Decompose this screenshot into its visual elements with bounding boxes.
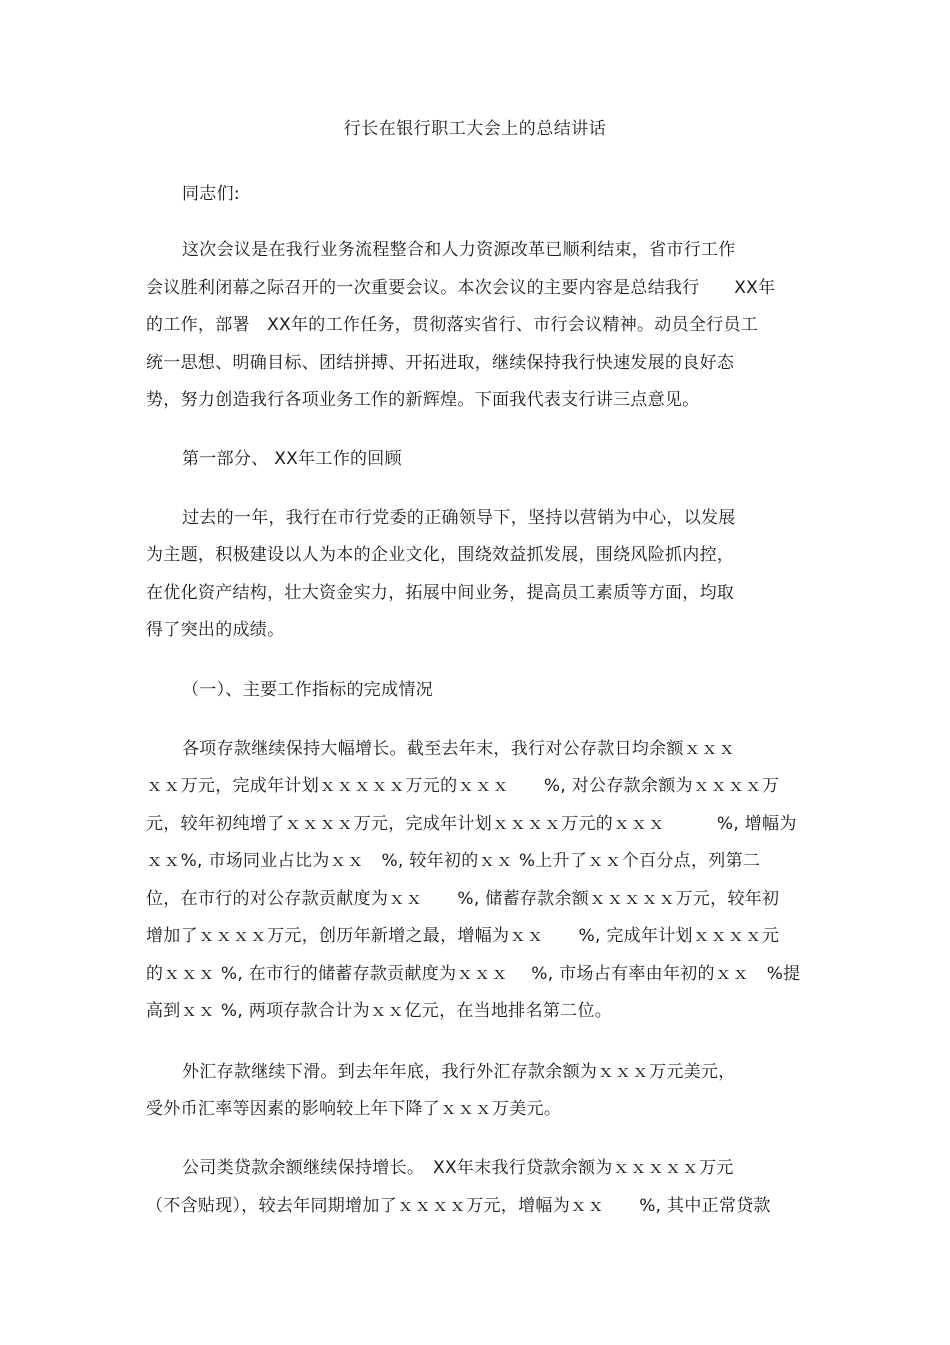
paragraph-2-line-4: 得了突出的成绩。 [146,620,285,640]
paragraph-5-line-1: 公司类贷款余额继续保持增长。 XX年末我行贷款余额为ｘｘｘｘｘ万元 [182,1158,734,1178]
paragraph-1-line-5: 势，努力创造我行各项业务工作的新辉煌。下面我代表支行讲三点意见。 [146,390,700,410]
paragraph-2-line-1: 过去的一年，我行在市行党委的正确领导下，坚持以营销为中心，以发展 [182,508,736,528]
paragraph-1-line-2: 会议胜利闭幕之际召开的一次重要会议。本次会议的主要内容是总结我行 XX年 [146,278,776,298]
subsection-1-heading: （一）、主要工作指标的完成情况 [182,680,433,700]
paragraph-4-line-2: 受外币汇率等因素的影响较上年下降了ｘｘｘ万美元。 [146,1099,562,1119]
paragraph-2-line-2: 为主题，积极建设以人为本的企业文化，围绕效益抓发展，围绕风险抓内控， [146,545,735,565]
paragraph-3-line-4: ｘｘ%, 市场同业占比为ｘｘ %, 较年初的ｘｘ %上升了ｘｘ个百分点，列第二 [146,851,761,871]
paragraph-3-line-5: 位，在市行的对公存款贡献度为ｘｘ %, 储蓄存款余额ｘｘｘｘｘ万元，较年初 [146,889,780,909]
paragraph-3-line-1: 各项存款继续保持大幅增长。截至去年末，我行对公存款日均余额ｘｘｘ [182,739,736,759]
paragraph-3-line-8: 高到ｘｘ %, 两项存款合计为ｘｘ亿元，在当地排名第二位。 [146,1001,613,1021]
paragraph-2-line-3: 在优化资产结构，壮大资金实力，拓展中间业务，提高员工素质等方面，均取 [146,583,735,603]
paragraph-1-line-1: 这次会议是在我行业务流程整合和人力资源改革已顺利结束，省市行工作 [182,240,736,260]
paragraph-3-line-7: 的ｘｘｘ %, 在市行的储蓄存款贡献度为ｘｘｘ %, 市场占有率由年初的ｘｘ %提 [146,964,801,984]
paragraph-3-line-3: 元，较年初纯增了ｘｘｘｘ万元，完成年计划ｘｘｘｘ万元的ｘｘｘ %, 增幅为 [146,814,797,834]
greeting: 同志们: [182,184,240,204]
paragraph-4-line-1: 外汇存款继续下滑。到去年年底，我行外汇存款余额为ｘｘｘ万元美元， [182,1062,736,1082]
paragraph-3-line-6: 增加了ｘｘｘｘ万元，创历年新增之最，增幅为ｘｘ %, 完成年计划ｘｘｘｘ元 [146,926,780,946]
document-title: 行长在银行职工大会上的总结讲话 [343,119,607,139]
section-1-heading: 第一部分、 XX年工作的回顾 [182,449,402,469]
paragraph-1-line-3: 的工作，部署 XX年的工作任务，贯彻落实省行、市行会议精神。动员全行员工 [146,315,759,335]
paragraph-3-line-2: ｘｘ万元，完成年计划ｘｘｘｘｘ万元的ｘｘｘ %, 对公存款余额为ｘｘｘｘ万 [146,776,780,796]
paragraph-1-line-4: 统一思想、明确目标、团结拼搏、开拓进取，继续保持我行快速发展的良好态 [146,353,735,373]
paragraph-5-line-2: （不含贴现），较去年同期增加了ｘｘｘｘ万元，增幅为ｘｘ %, 其中正常贷款 [146,1196,771,1216]
